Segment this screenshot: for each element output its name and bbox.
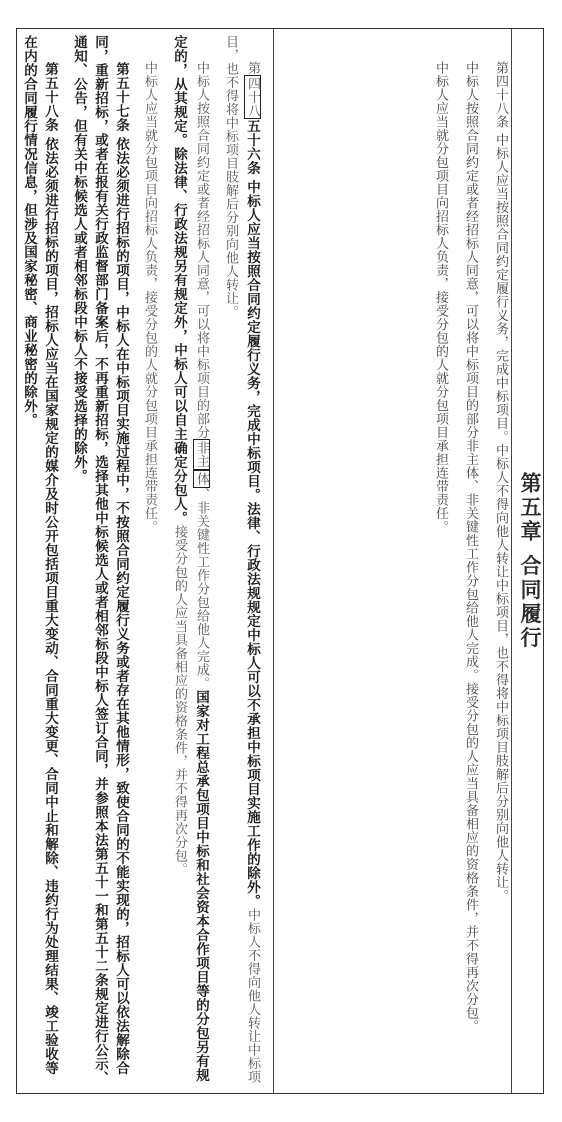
comparison-table (16, 28, 544, 1094)
article-56-paragraph-3: 中标人应当就分包项目向招标人负责，接受分包的人就分包项目承担连带责任。 (142, 61, 157, 534)
added-text: 除法律、行政法规另有规定外，中标人可以自主确定分包人。 (171, 147, 187, 525)
text-run: 中标人不得向他人转让中标项目，也不得将中标项目肢解后分别向他人转让。 (223, 35, 260, 1084)
deleted-text: 体 (194, 472, 209, 486)
added-text: 国家对工程总承包项目 (193, 690, 209, 830)
column-divider (511, 29, 512, 1093)
article-56-paragraph-2 (168, 35, 212, 1087)
article-57: 第五十七条 依法必须进行招标的项目，中标人在中标项目实施过程中，不按照合同约定履行义务或者存在其他情形，致使合同的不能实现的，招标人可以依法解除合同，重新招标，或者在报有关行政监督部门备案后，不再重新招标，选择其他中标候选人或者相邻标段中标人签订合同，并参照本法第五十一和第五十二条规定进行公示、通知、公告，但有关中标候选人或者相邻标段中标人不接受选择的除外。 (71, 35, 129, 1085)
text-run: 工作分包给他人完成。 (194, 555, 209, 690)
article-48-paragraph-3: 中标人应当就分包项目向招标人负责，接受分包的人就分包项目承担连带责任。 (433, 61, 448, 534)
text-run: 接受分包的人应当具备相应的资格条件，并不得再次分包。 (172, 525, 187, 876)
revised-text-column (21, 35, 263, 1087)
article-48-paragraph-1: 第四十八条 中标人应当按照合同约定履行义务，完成中标项目。中标人不得向他人转让中标项目，也不得将中标项目肢解后分别向他人转让。 (493, 61, 508, 903)
text-run: 中标人按照合同约定或者经招标人同意，可以将中标项目的部分 (194, 61, 209, 439)
text-run: 第 (245, 61, 260, 75)
article-58: 第五十八条 依法必须进行招标的项目，招标人应当在国家规定的媒介及时公开包括项目重大变动、合同重大变更、合同中止和解除、违约行为处理结果、竣工验收等在内的合同履行情况信息，但涉及国家秘密、商业秘密的除外。 (21, 35, 58, 1076)
column-divider (273, 29, 274, 1093)
deleted-text: 非主 (194, 441, 209, 468)
chapter-heading: 第五章 合同履行 (518, 471, 542, 651)
article-48-paragraph-2: 中标人按照合同约定或者经招标人同意，可以将中标项目的部分非主体、非关键性工作分包给他人完成。接受分包的人应当具备相应的资格条件，并不得再次分包。 (463, 61, 478, 1033)
added-text: 中标和社会资本合作项目等的分包另有规定的，从其规定。 (171, 35, 209, 1082)
original-text-column (281, 35, 511, 1087)
text-run: 五十六条 中标人应当按照合同约定履行义务，完成中标项目。 (244, 119, 260, 503)
text-run: 、非关键性 (194, 487, 209, 555)
article-56-paragraph-1 (220, 35, 263, 1087)
added-text: 法律、行政法规规定中标人可以不承担中标项目实施工作的除外。 (244, 502, 260, 909)
deleted-article-number: 四十八 (245, 76, 260, 117)
